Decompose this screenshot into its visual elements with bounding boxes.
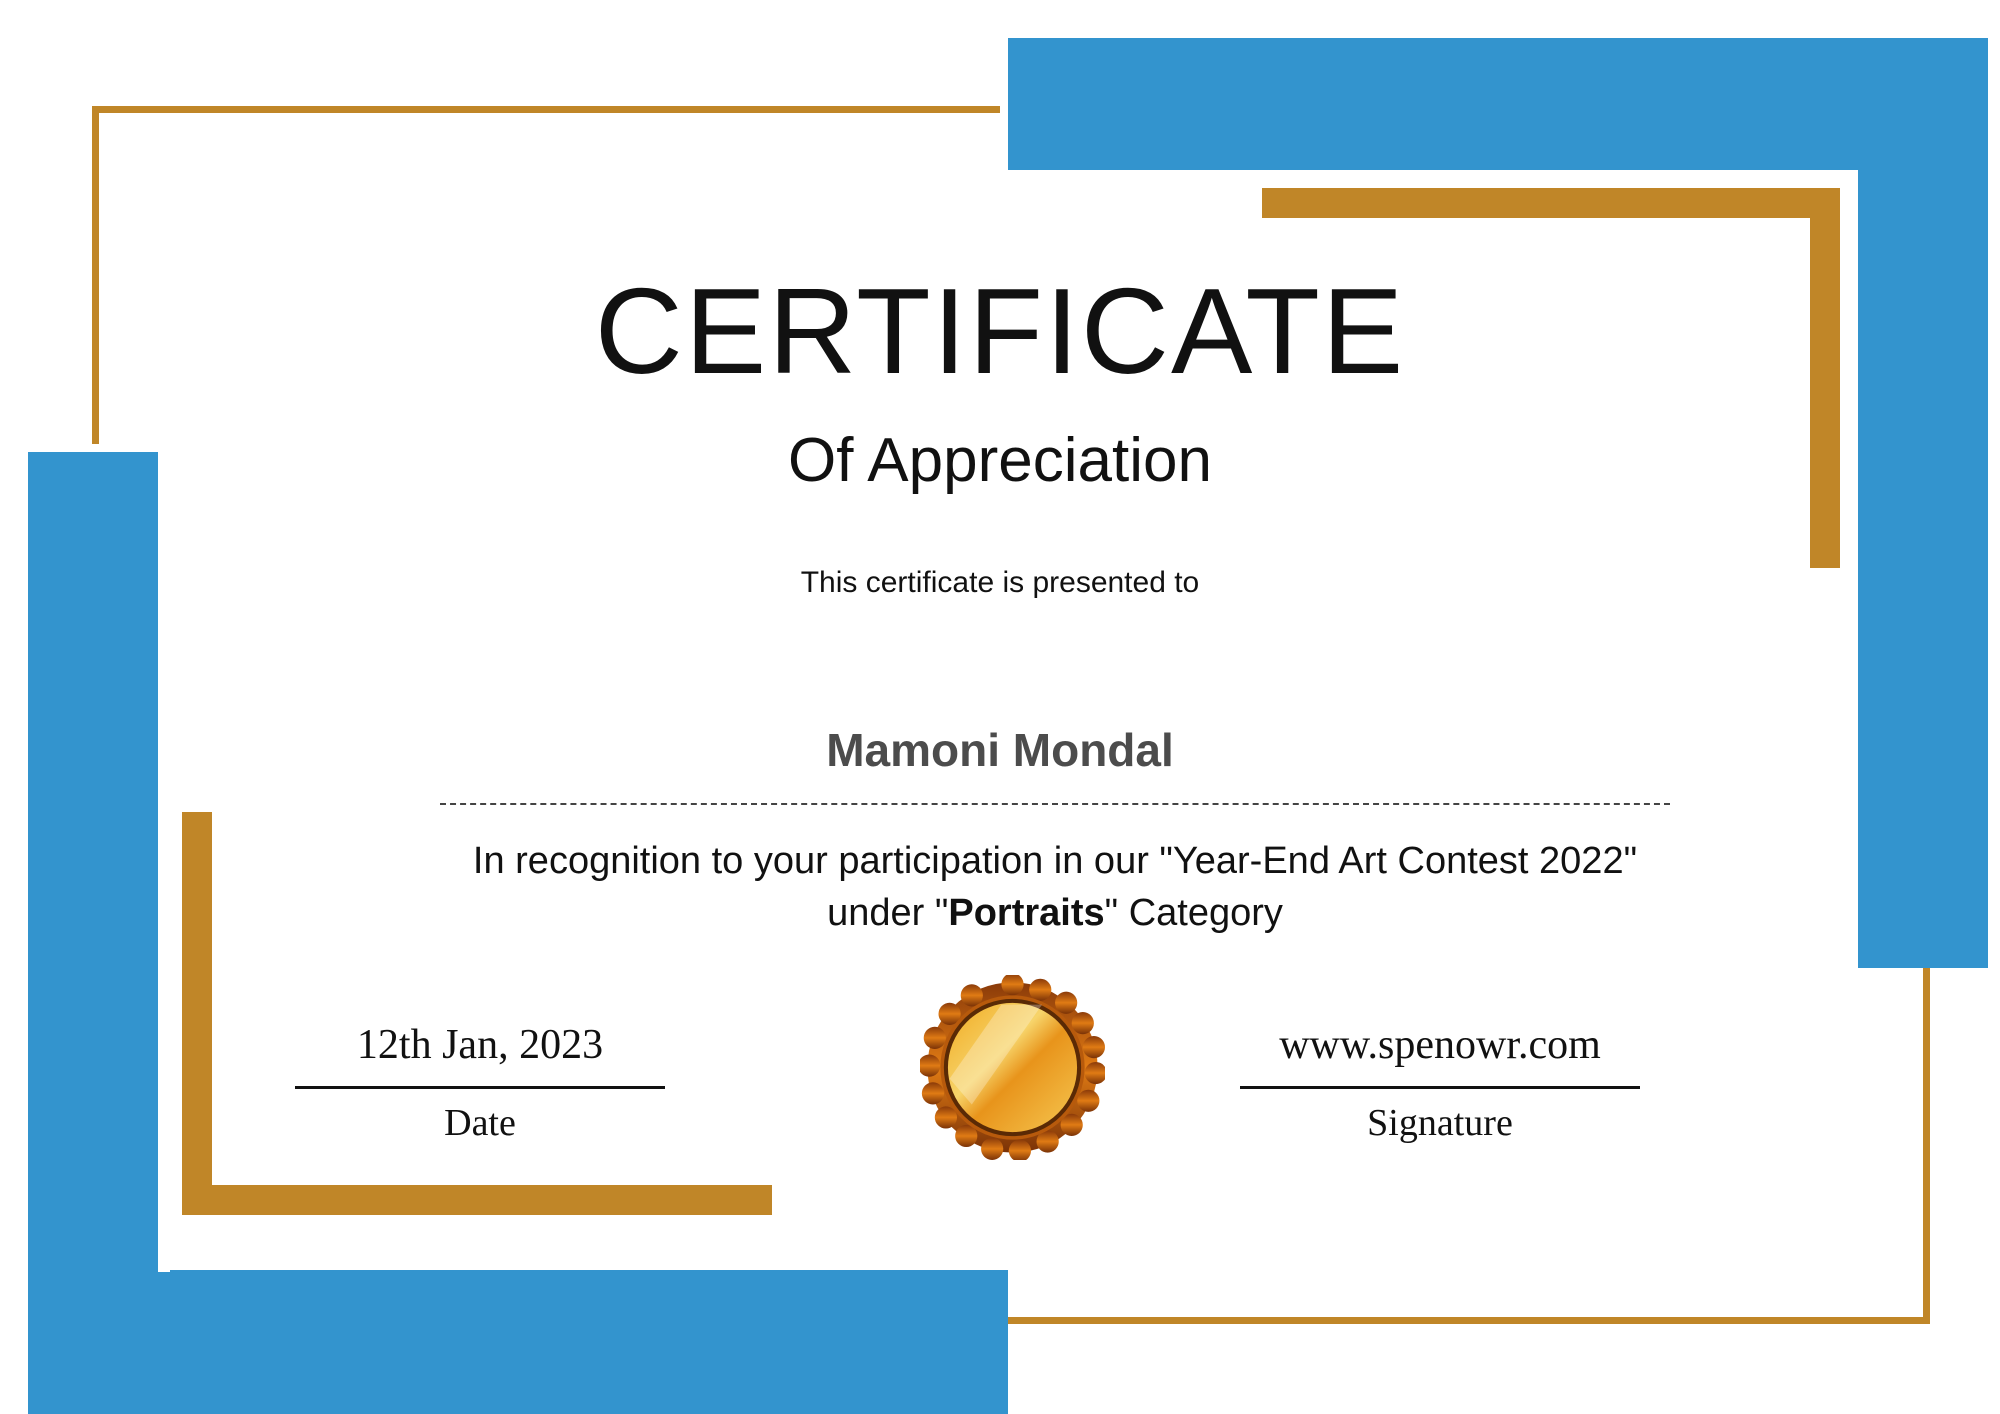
page-title: CERTIFICATE	[594, 263, 1406, 399]
gold-seal-icon	[920, 975, 1105, 1160]
certificate-subtitle: Of Appreciation	[788, 426, 1212, 495]
recipient-name: Mamoni Mondal	[826, 724, 1174, 776]
signature-block	[1200, 1020, 1680, 1145]
date-block	[270, 1020, 690, 1145]
signature-rule	[1240, 1086, 1640, 1089]
signature-value: www.spenowr.com	[1279, 1022, 1601, 1068]
date-caption: Date	[444, 1102, 516, 1145]
signature-caption: Signature	[1367, 1102, 1513, 1145]
recognition-text-suffix: " Category	[1104, 892, 1283, 935]
date-rule	[295, 1086, 665, 1089]
recipient-name-rule	[440, 803, 1670, 805]
recognition-category: Portraits	[948, 892, 1105, 935]
recognition-text	[430, 835, 1680, 940]
date-value: 12th Jan, 2023	[356, 1022, 604, 1068]
presented-to-label: This certificate is presented to	[800, 566, 1200, 599]
recognition-text-prefix: In recognition to your participation in our "Year-End Art Contest 2022" under "	[472, 840, 1638, 935]
